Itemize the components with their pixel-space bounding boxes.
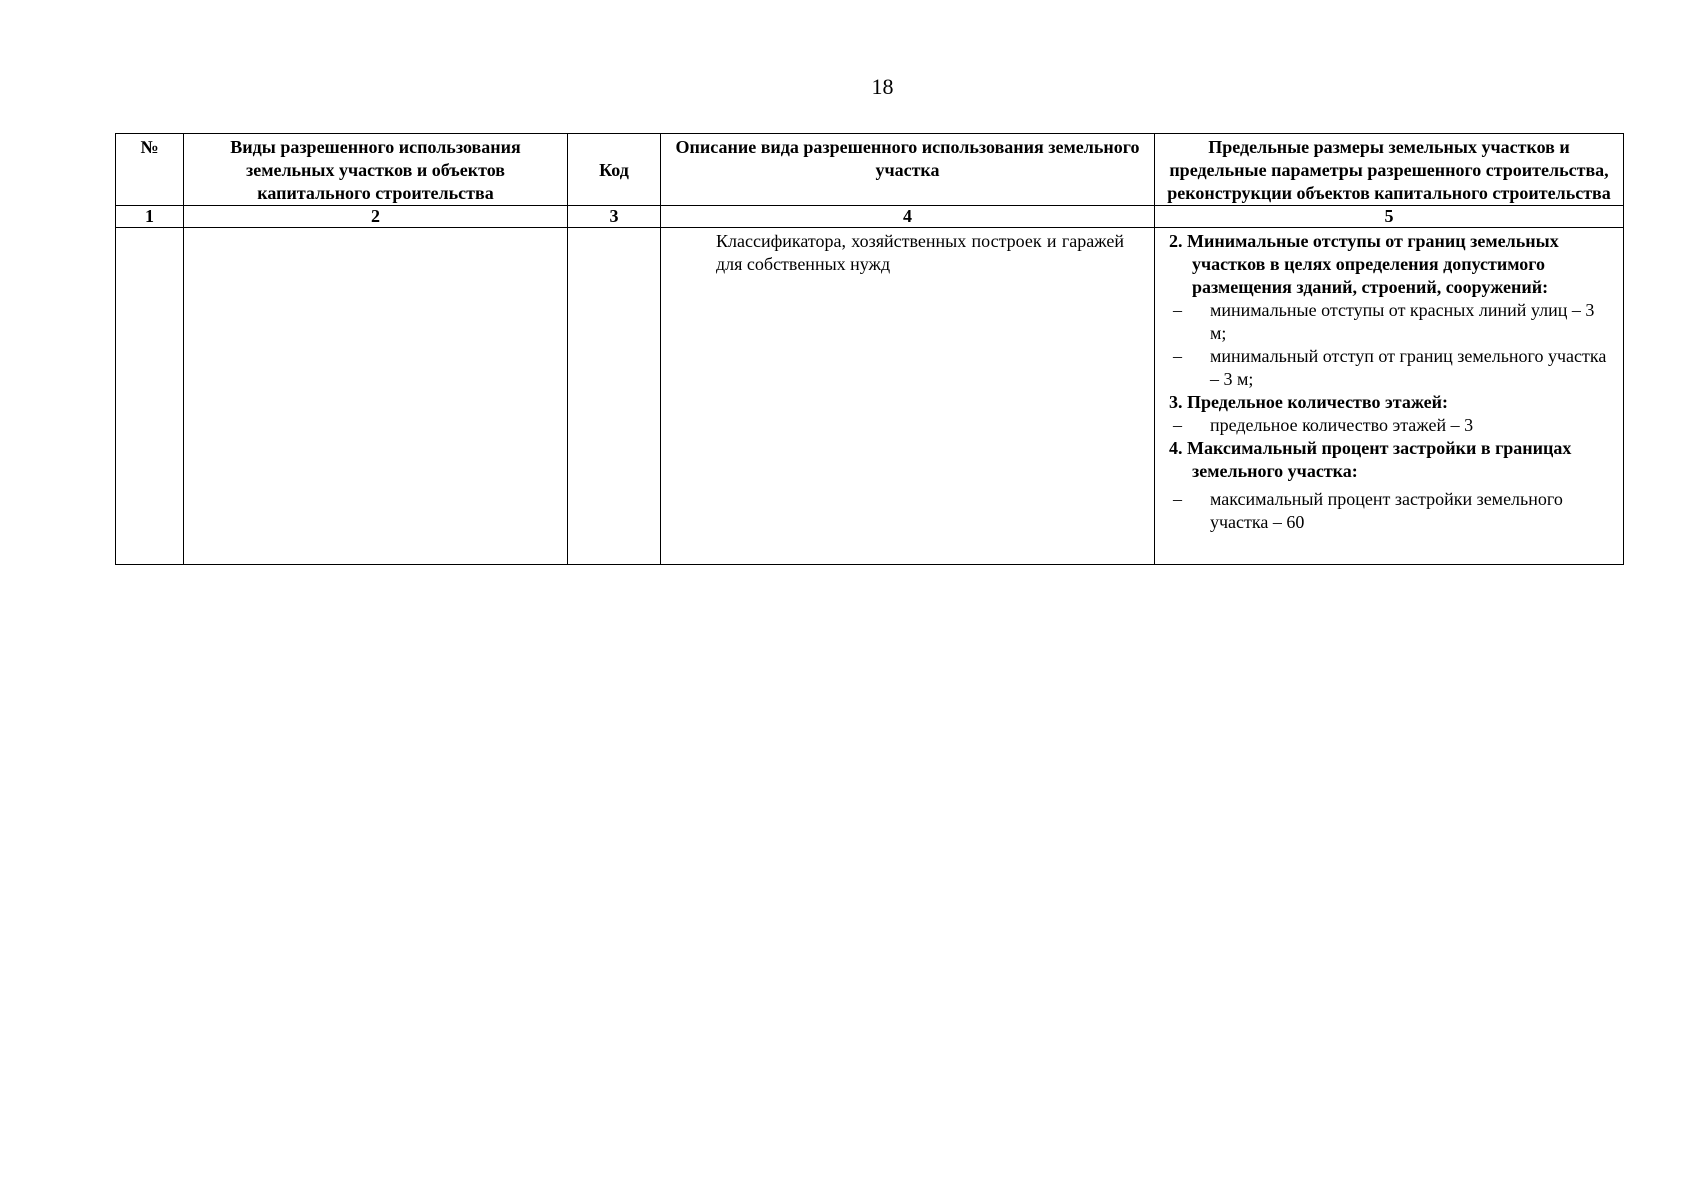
param-item-text: предельное количество этажей – 3 — [1210, 415, 1474, 435]
param-item — [1165, 299, 1615, 345]
cell-num — [116, 228, 184, 565]
dash-bullet: – — [1173, 300, 1182, 320]
column-number-row — [116, 206, 1624, 228]
column-number: 5 — [1155, 206, 1624, 228]
param-heading: 4. Максимальный процент застройки в границах земельного участка: — [1169, 438, 1572, 481]
param-heading: 3. Предельное количество этажей: — [1169, 392, 1448, 412]
column-number: 4 — [661, 206, 1155, 228]
header-limits: Предельные размеры земельных участков и предельные параметры разрешенного строительства, реконструкции объектов капитального строительства — [1155, 134, 1624, 206]
column-number: 2 — [184, 206, 568, 228]
param-item-text: максимальный процент застройки земельного участка – 60 — [1210, 489, 1563, 532]
param-heading: 2. Минимальные отступы от границ земельных участков в целях определения допустимого размещения зданий, строений, сооружений: — [1169, 231, 1559, 297]
cell-types — [184, 228, 568, 565]
land-use-table — [115, 133, 1624, 565]
param-item — [1165, 414, 1615, 437]
column-number: 1 — [116, 206, 184, 228]
table-row — [116, 228, 1624, 565]
param-item — [1165, 345, 1615, 391]
param-item — [1165, 488, 1615, 534]
param-item-text: минимальный отступ от границ земельного участка – 3 м; — [1210, 346, 1607, 389]
column-number: 3 — [568, 206, 661, 228]
header-row — [116, 134, 1624, 206]
dash-bullet: – — [1173, 415, 1182, 435]
header-description: Описание вида разрешенного использования земельного участка — [661, 134, 1155, 206]
header-num: № — [116, 134, 184, 206]
cell-params — [1155, 228, 1624, 565]
param-item-text: минимальные отступы от красных линий улиц – 3 м; — [1210, 300, 1595, 343]
header-types: Виды разрешенного использования земельных участков и объектов капитального строительства — [184, 134, 568, 206]
header-code: Код — [568, 134, 661, 206]
cell-code — [568, 228, 661, 565]
cell-description: Классификатора, хозяйственных построек и гаражей для собственных нужд — [661, 228, 1155, 565]
dash-bullet: – — [1173, 489, 1182, 509]
dash-bullet: – — [1173, 346, 1182, 366]
page-number: 18 — [871, 74, 894, 99]
